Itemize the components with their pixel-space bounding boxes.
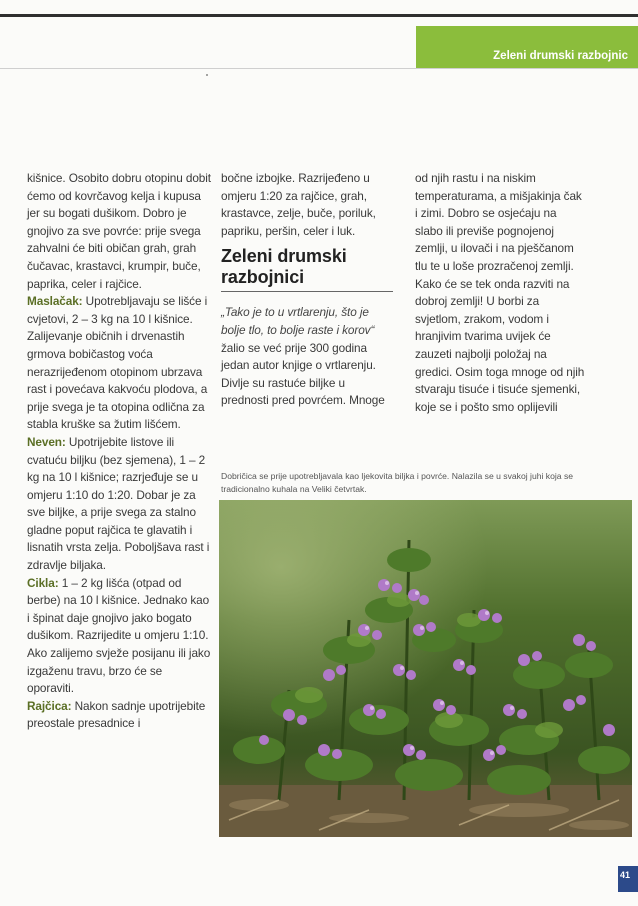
text-column-3 bbox=[415, 170, 587, 416]
chapter-title: Zeleni drumski razbojnic bbox=[493, 50, 628, 62]
entry-maslacak: Maslačak: Upotrebljavaju se lišće i cvjetovi, 2 – 3 kg na 10 l kišnice. Zalijevanje običnih i drvenastih grmova bobičastog voća nerazrijeđenom otopinom ubrzava rast i povećava kakvoću plodova, a prije svega je ta otopina odlična za stabla kruške sa žutim lišćem. bbox=[27, 294, 208, 432]
entry-term: Rajčica: bbox=[27, 698, 72, 713]
paragraph: od njih rastu i na niskim temperaturama, a mišjakinja čak i zimi. Dobro se osjećaju na slabo ili previše pognojenoj zemlji, u ilovači i na pješčanom tlu te u loše prozračenoj zemlji. Kako će se tek onda razviti na dobroj zemlji! U borbi za svjetlom, zrakom, vodom i hranjivim tvarima uvijek će zauzeti najbolji položaj na gredici. Osim toga mnoge od njih stvaraju tisuće i tisuće sjemenki, koje se i pošto smo oplijevili bbox=[415, 171, 585, 414]
entry-term: Maslačak: bbox=[27, 294, 83, 309]
text-column-2 bbox=[221, 170, 393, 410]
plant-photo bbox=[219, 500, 632, 837]
paragraph: kišnice. Osobito dobru otopinu dobit ćemo od kovrčavog kelja i kupusa jer su bogati dušikom. Dobro je gnojivo za sve povrće: prije svega zahvalni će biti običan grah, grah čučavac, krastavci, krumpir, buče, paprika, celer i rajčice. bbox=[27, 171, 211, 291]
text-column-1 bbox=[27, 170, 211, 733]
entry-neven: Neven: Upotrijebite listove ili cvatuću biljku (bez sjemena), 1 – 2 kg na 10 l kišnice; razrjeđuje se u omjeru 1:10 do 1:20. Dobar je za sve biljke, a prije svega za stalno gladne poput rajčica te glavatih i lisnatih vrsta zelja. Poboljšava rast i zdravlje biljaka. bbox=[27, 434, 210, 573]
photo-caption: Dobričica se prije upotrebljavala kao ljekovita biljka i povrće. Nalazila se u svakoj juhi koja se tradicionalno kuhala na Veliki četvrtak. bbox=[221, 471, 574, 494]
paragraph: bočne izbojke. Razrijeđeno u omjeru 1:20 za rajčice, grah, krastavce, zelje, buče, poriluk, papriku, peršin, celer i luk. bbox=[221, 171, 376, 238]
header-rule bbox=[0, 68, 638, 69]
quote: „Tako je to u vrtlarenju, što je bolje tlo, to bolje raste i korov“ bbox=[221, 305, 375, 337]
entry-cikla: Cikla: 1 – 2 kg lišća (otpad od berbe) na 10 l kišnice. Jednako kao i špinat daje gnojivo jako bogato dušikom. Razrijedite u omjeru 1:10. Ako zalijemo svježe posijanu ili jako izgaženu travu, brzo će se oporaviti. bbox=[27, 575, 211, 696]
entry-term: Cikla: bbox=[27, 575, 59, 590]
paragraph: „Tako je to u vrtlarenju, što je bolje tlo, to bolje raste i korov“ žalio se već prije 300 godina jedan autor knjige o vrtlarenju. Divlje su rastuće biljke u prednosti pred povrćem. Mnoge bbox=[221, 305, 385, 408]
top-rule bbox=[0, 14, 638, 17]
chapter-header-band bbox=[416, 26, 638, 68]
page-speck bbox=[206, 74, 208, 76]
page-number: 41 bbox=[620, 870, 631, 880]
entry-rajcica: Rajčica: Nakon sadnje upotrijebite preostale presadnice i bbox=[27, 698, 206, 731]
section-title: Zeleni drumski razbojnici bbox=[221, 246, 393, 292]
entry-term: Neven: bbox=[27, 434, 66, 449]
